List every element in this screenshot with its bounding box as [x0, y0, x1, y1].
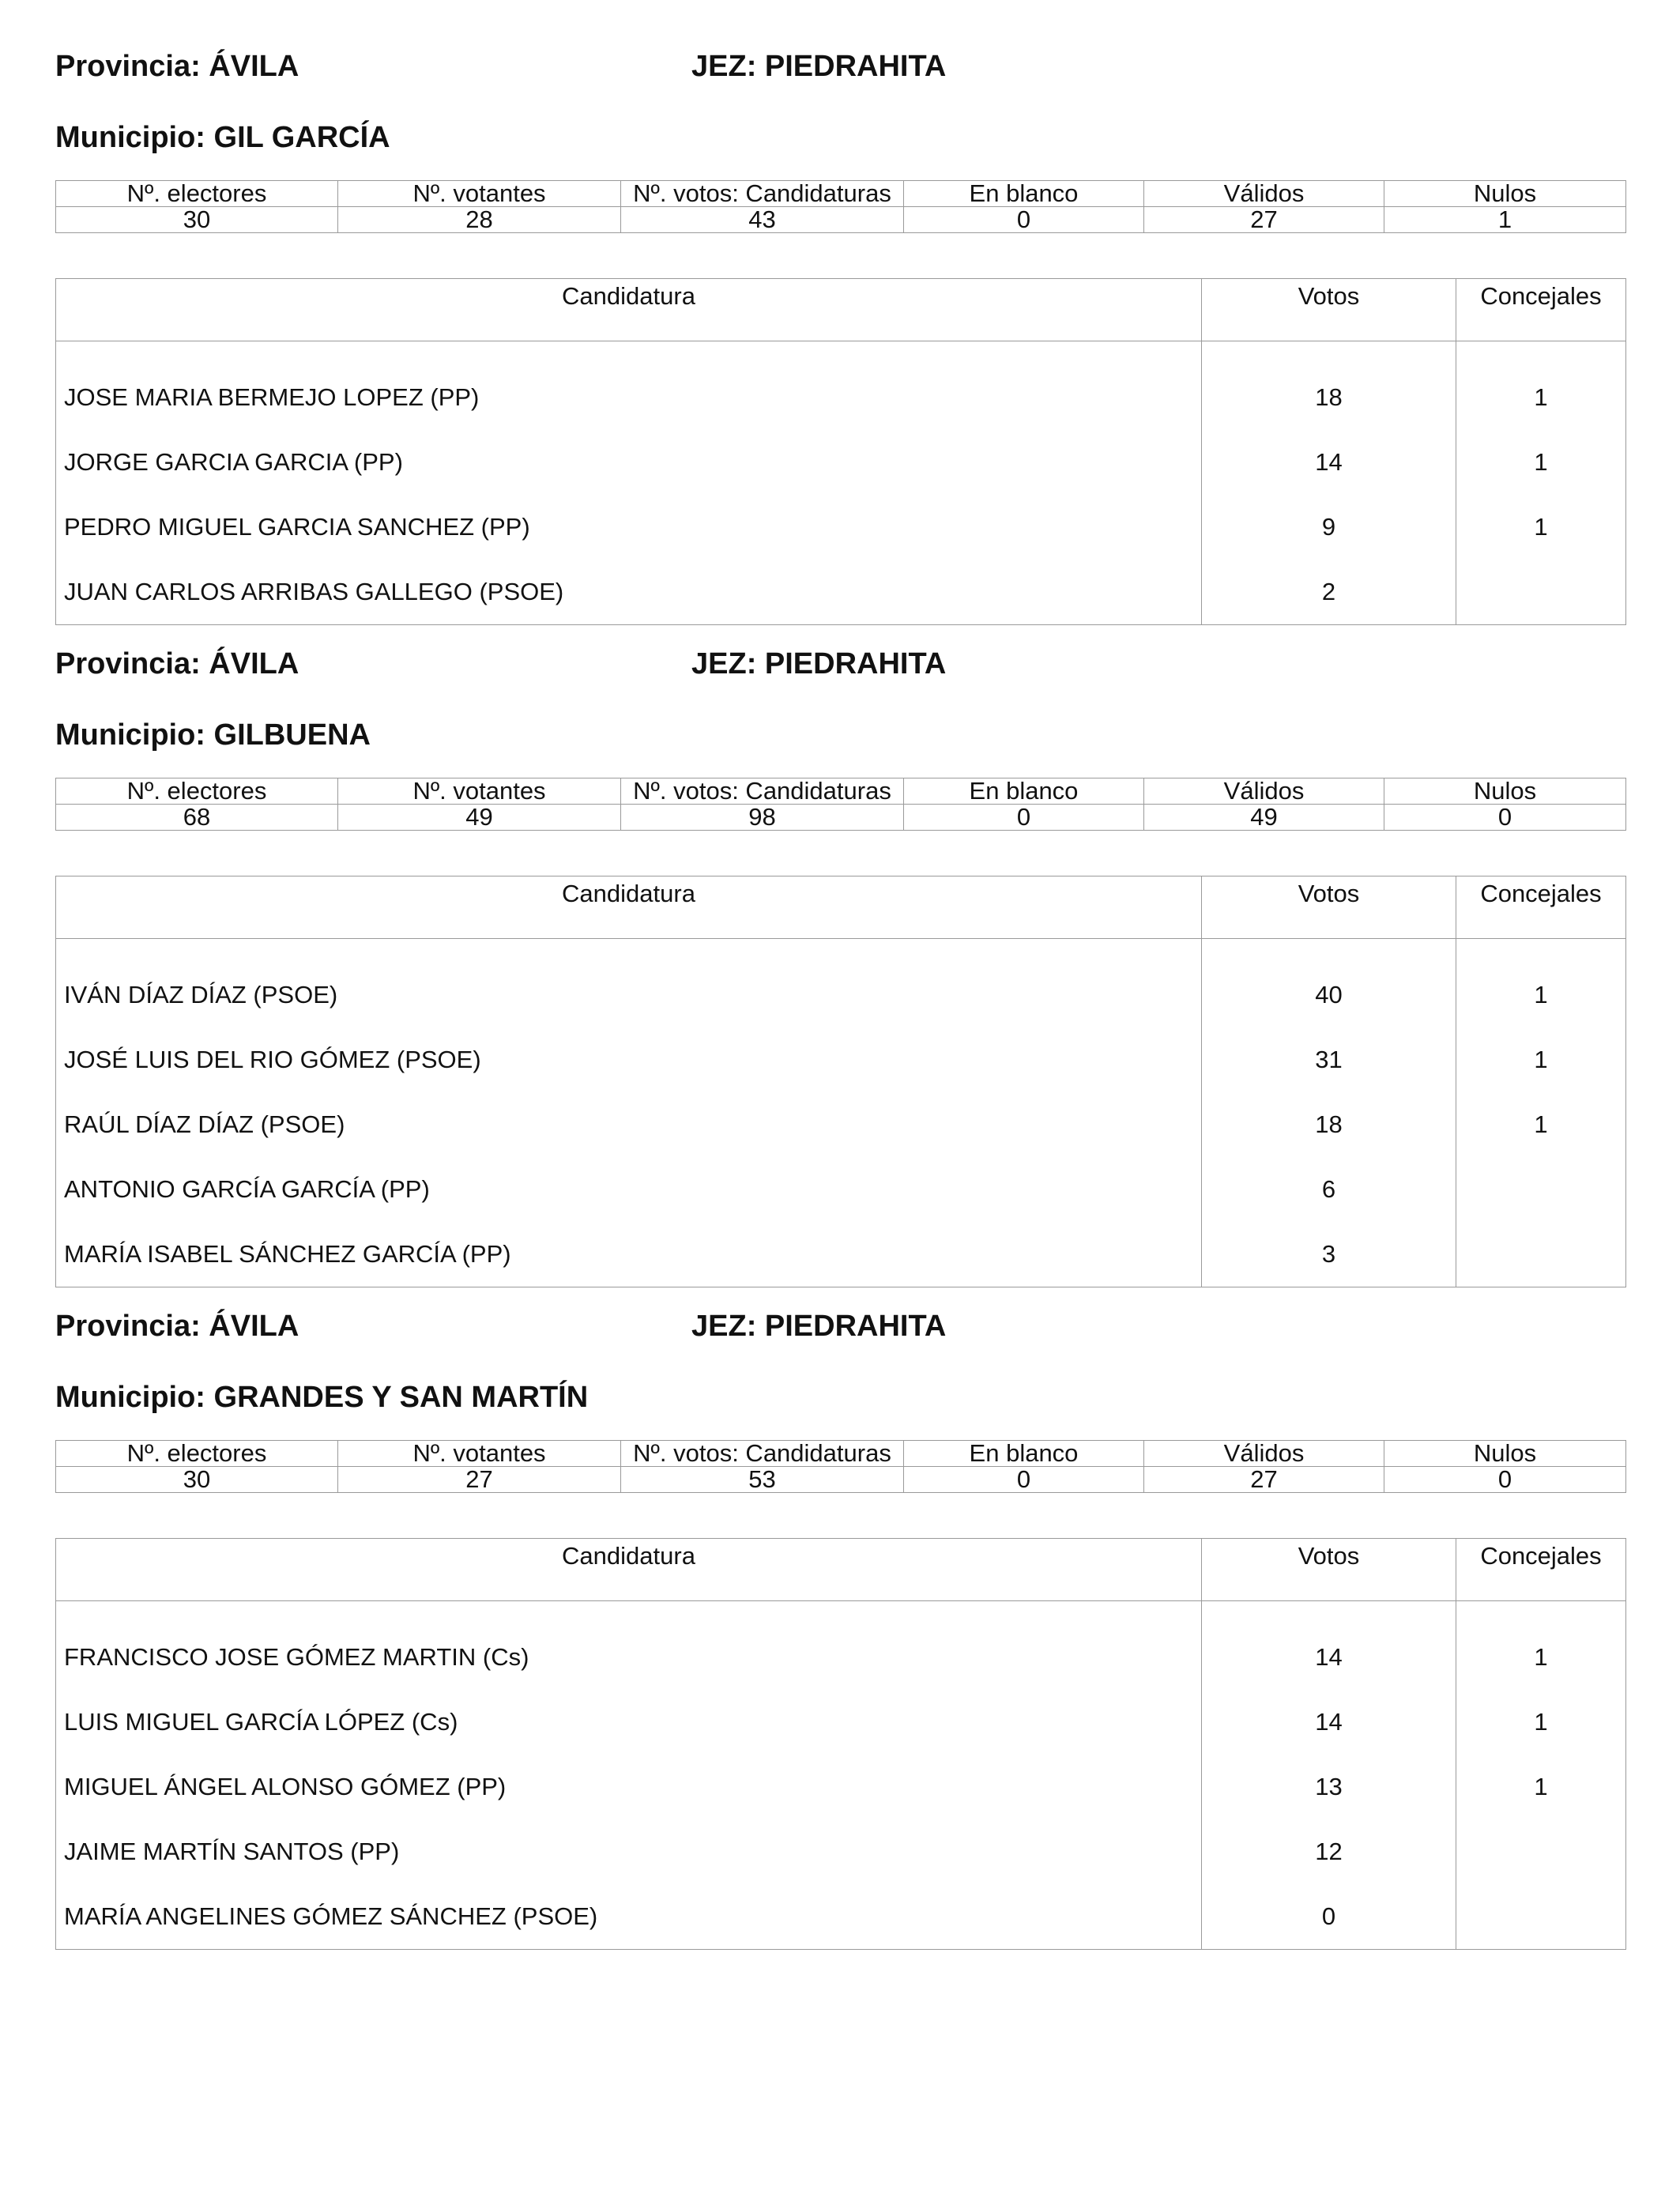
candidate-votos: 13 — [1202, 1755, 1456, 1819]
candidate-name: MARÍA ISABEL SÁNCHEZ GARCÍA (PP) — [56, 1222, 1202, 1287]
spacer-row — [56, 341, 1626, 366]
stats-header-row — [56, 778, 1626, 805]
candidate-concejales: 1 — [1456, 1690, 1626, 1755]
municipio-heading: Municipio: GIL GARCÍA — [55, 121, 390, 154]
stats-value-cell: 49 — [1144, 805, 1384, 831]
candidatura-header: Candidatura — [56, 1539, 1202, 1601]
spacer-cell — [56, 939, 1202, 963]
candidate-votos: 9 — [1202, 495, 1456, 560]
candidate-votos: 14 — [1202, 1690, 1456, 1755]
candidatura-header: Candidatura — [56, 279, 1202, 341]
candidate-name: MARÍA ANGELINES GÓMEZ SÁNCHEZ (PSOE) — [56, 1884, 1202, 1950]
candidate-name: JOSE MARIA BERMEJO LOPEZ (PP) — [56, 365, 1202, 430]
stats-header-cell: Nº. votantes — [338, 778, 621, 805]
spacer-cell — [56, 1601, 1202, 1626]
stats-value-cell: 68 — [56, 805, 338, 831]
jez-heading: JEZ: PIEDRAHITA — [691, 647, 947, 680]
spacer-cell — [56, 341, 1202, 366]
candidate-concejales: 1 — [1456, 495, 1626, 560]
candidate-concejales: 1 — [1456, 365, 1626, 430]
provincia-heading: Provincia: ÁVILA — [55, 647, 299, 680]
candidate-row — [56, 1092, 1626, 1157]
candidate-row — [56, 560, 1626, 625]
stats-table — [55, 180, 1626, 233]
candidate-row — [56, 1222, 1626, 1287]
stats-header-cell: Nº. electores — [56, 181, 338, 207]
votos-header: Votos — [1202, 279, 1456, 341]
spacer-cell — [1456, 1601, 1626, 1626]
spacer-cell — [1202, 939, 1456, 963]
stats-value-cell: 0 — [904, 1467, 1144, 1493]
candidate-row — [56, 430, 1626, 495]
stats-table — [55, 778, 1626, 831]
votos-header: Votos — [1202, 876, 1456, 939]
candidate-name: MIGUEL ÁNGEL ALONSO GÓMEZ (PP) — [56, 1755, 1202, 1819]
stats-header-cell: En blanco — [904, 1441, 1144, 1467]
stats-value-cell: 0 — [1384, 805, 1626, 831]
candidate-row — [56, 495, 1626, 560]
candidate-concejales — [1456, 1222, 1626, 1287]
stats-value-cell: 30 — [56, 1467, 338, 1493]
candidate-name: RAÚL DÍAZ DÍAZ (PSOE) — [56, 1092, 1202, 1157]
stats-value-cell: 0 — [1384, 1467, 1626, 1493]
candidate-votos: 31 — [1202, 1027, 1456, 1092]
candidates-header-row — [56, 1539, 1626, 1601]
candidates-header-row — [56, 279, 1626, 341]
stats-header-row — [56, 1441, 1626, 1467]
stats-header-cell: Válidos — [1144, 1441, 1384, 1467]
candidate-concejales — [1456, 1157, 1626, 1222]
stats-header-cell: Nulos — [1384, 181, 1626, 207]
candidate-votos: 3 — [1202, 1222, 1456, 1287]
municipio-heading: Municipio: GILBUENA — [55, 718, 371, 752]
candidate-row — [56, 365, 1626, 430]
votos-header: Votos — [1202, 1539, 1456, 1601]
candidate-concejales: 1 — [1456, 1755, 1626, 1819]
spacer-cell — [1202, 1601, 1456, 1626]
candidate-name: JORGE GARCIA GARCIA (PP) — [56, 430, 1202, 495]
stats-header-cell: En blanco — [904, 181, 1144, 207]
candidate-row — [56, 963, 1626, 1027]
candidate-concejales: 1 — [1456, 963, 1626, 1027]
candidate-votos: 12 — [1202, 1819, 1456, 1884]
stats-value-cell: 98 — [621, 805, 904, 831]
concejales-header: Concejales — [1456, 279, 1626, 341]
candidate-votos: 14 — [1202, 1625, 1456, 1690]
stats-header-cell: Nº. votos: Candidaturas — [621, 778, 904, 805]
candidate-name: ANTONIO GARCÍA GARCÍA (PP) — [56, 1157, 1202, 1222]
candidate-name: LUIS MIGUEL GARCÍA LÓPEZ (Cs) — [56, 1690, 1202, 1755]
candidate-row — [56, 1027, 1626, 1092]
candidate-votos: 40 — [1202, 963, 1456, 1027]
spacer-cell — [1456, 341, 1626, 366]
candidate-concejales: 1 — [1456, 1092, 1626, 1157]
spacer-row — [56, 1601, 1626, 1626]
stats-value-cell: 49 — [338, 805, 621, 831]
candidate-concejales: 1 — [1456, 1625, 1626, 1690]
stats-value-cell: 27 — [338, 1467, 621, 1493]
jez-heading: JEZ: PIEDRAHITA — [691, 1310, 947, 1343]
stats-header-cell: Nº. votos: Candidaturas — [621, 1441, 904, 1467]
stats-header-cell: Nº. votantes — [338, 1441, 621, 1467]
candidate-votos: 6 — [1202, 1157, 1456, 1222]
stats-header-cell: Válidos — [1144, 181, 1384, 207]
candidate-name: JUAN CARLOS ARRIBAS GALLEGO (PSOE) — [56, 560, 1202, 625]
concejales-header: Concejales — [1456, 1539, 1626, 1601]
candidate-row — [56, 1625, 1626, 1690]
candidates-table — [55, 876, 1626, 1287]
stats-value-cell: 30 — [56, 207, 338, 233]
concejales-header: Concejales — [1456, 876, 1626, 939]
provincia-heading: Provincia: ÁVILA — [55, 1310, 299, 1343]
candidate-row — [56, 1755, 1626, 1819]
stats-value-cell: 43 — [621, 207, 904, 233]
stats-header-cell: Válidos — [1144, 778, 1384, 805]
stats-value-cell: 0 — [904, 805, 1144, 831]
jez-heading: JEZ: PIEDRAHITA — [691, 50, 947, 83]
stats-value-cell: 1 — [1384, 207, 1626, 233]
provincia-heading: Provincia: ÁVILA — [55, 50, 299, 83]
stats-header-cell: Nº. votos: Candidaturas — [621, 181, 904, 207]
municipio-heading: Municipio: GRANDES Y SAN MARTÍN — [55, 1381, 589, 1414]
stats-value-cell: 27 — [1144, 1467, 1384, 1493]
candidate-name: FRANCISCO JOSE GÓMEZ MARTIN (Cs) — [56, 1625, 1202, 1690]
candidate-concejales — [1456, 1884, 1626, 1950]
candidates-header-row — [56, 876, 1626, 939]
stats-value-row — [56, 1467, 1626, 1493]
candidate-row — [56, 1884, 1626, 1950]
candidate-row — [56, 1690, 1626, 1755]
candidate-concejales — [1456, 560, 1626, 625]
candidate-votos: 18 — [1202, 365, 1456, 430]
stats-header-cell: Nulos — [1384, 1441, 1626, 1467]
stats-header-cell: En blanco — [904, 778, 1144, 805]
candidate-concejales: 1 — [1456, 1027, 1626, 1092]
candidate-concejales: 1 — [1456, 430, 1626, 495]
stats-header-cell: Nº. votantes — [338, 181, 621, 207]
candidates-table — [55, 1538, 1626, 1950]
candidate-name: JAIME MARTÍN SANTOS (PP) — [56, 1819, 1202, 1884]
candidate-votos: 0 — [1202, 1884, 1456, 1950]
candidate-name: JOSÉ LUIS DEL RIO GÓMEZ (PSOE) — [56, 1027, 1202, 1092]
candidate-votos: 14 — [1202, 430, 1456, 495]
stats-header-row — [56, 181, 1626, 207]
candidate-concejales — [1456, 1819, 1626, 1884]
stats-table — [55, 1440, 1626, 1493]
spacer-row — [56, 939, 1626, 963]
candidate-name: IVÁN DÍAZ DÍAZ (PSOE) — [56, 963, 1202, 1027]
candidate-votos: 18 — [1202, 1092, 1456, 1157]
candidate-row — [56, 1157, 1626, 1222]
stats-value-row — [56, 207, 1626, 233]
stats-value-cell: 53 — [621, 1467, 904, 1493]
stats-value-row — [56, 805, 1626, 831]
spacer-cell — [1456, 939, 1626, 963]
spacer-cell — [1202, 341, 1456, 366]
stats-value-cell: 27 — [1144, 207, 1384, 233]
candidate-name: PEDRO MIGUEL GARCIA SANCHEZ (PP) — [56, 495, 1202, 560]
candidatura-header: Candidatura — [56, 876, 1202, 939]
candidates-table — [55, 278, 1626, 625]
candidate-row — [56, 1819, 1626, 1884]
stats-value-cell: 0 — [904, 207, 1144, 233]
stats-header-cell: Nulos — [1384, 778, 1626, 805]
stats-header-cell: Nº. electores — [56, 778, 338, 805]
stats-value-cell: 28 — [338, 207, 621, 233]
stats-header-cell: Nº. electores — [56, 1441, 338, 1467]
candidate-votos: 2 — [1202, 560, 1456, 625]
